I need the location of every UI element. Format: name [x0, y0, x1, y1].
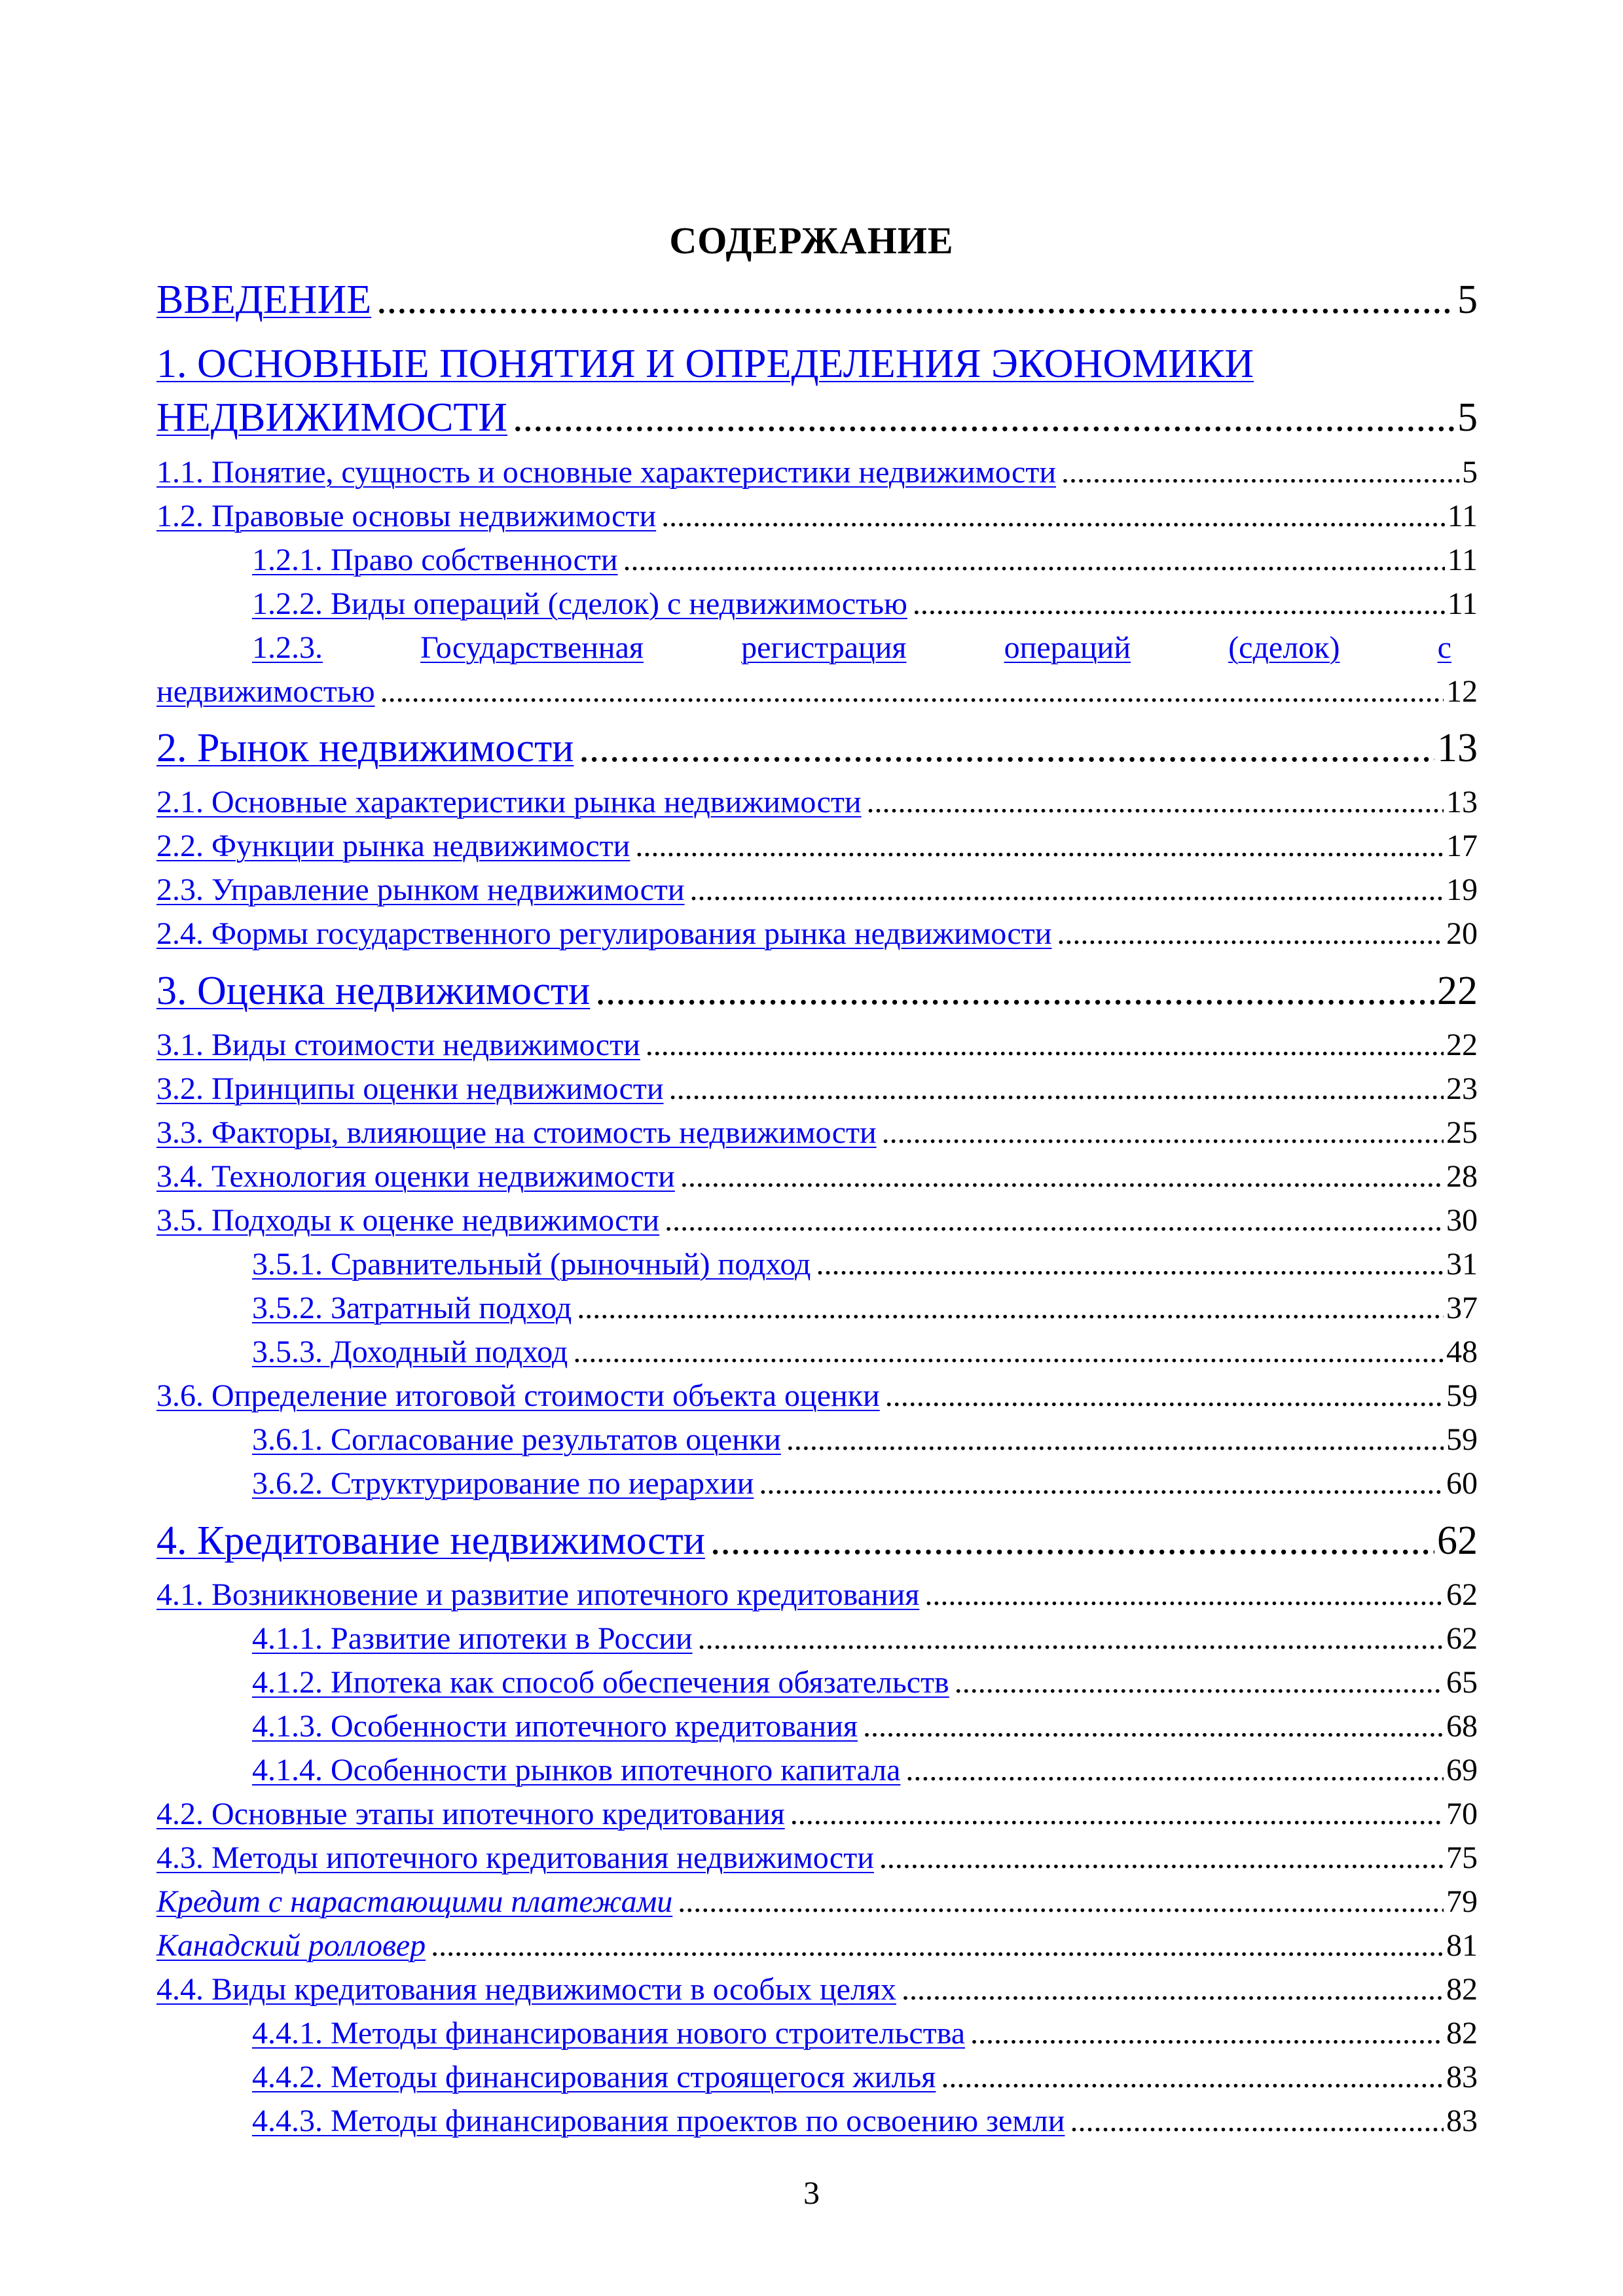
- toc-entry-1-2-2[interactable]: [156, 583, 1478, 625]
- toc-link[interactable]: 1.2. Правовые основы недвижимости: [156, 499, 657, 533]
- dot-leader: [710, 1515, 1434, 1567]
- page-ref: 37: [1446, 1291, 1478, 1325]
- dot-leader: [759, 1463, 1444, 1505]
- toc-entry-1-2-3[interactable]: [252, 627, 1451, 669]
- page-ref: 13: [1437, 726, 1478, 770]
- dot-leader: [970, 2013, 1444, 2054]
- dot-leader: [902, 1969, 1444, 2011]
- page-ref: 68: [1446, 1709, 1478, 1744]
- page-ref: 31: [1446, 1247, 1478, 1282]
- dot-leader: [690, 869, 1444, 911]
- page-ref: 13: [1446, 785, 1478, 819]
- toc-link[interactable]: 4.3. Методы ипотечного кредитования недвижимости: [156, 1840, 874, 1875]
- dot-leader: [1061, 452, 1459, 493]
- dot-leader: [635, 825, 1444, 867]
- dot-leader: [669, 1068, 1444, 1110]
- toc-link[interactable]: 3.4. Технология оценки недвижимости: [156, 1159, 675, 1194]
- toc-entry-2-2[interactable]: [156, 825, 1478, 867]
- toc-entry-3-5-3[interactable]: [156, 1331, 1478, 1373]
- toc-entry-2-1[interactable]: [156, 781, 1478, 823]
- page-ref: 5: [1462, 455, 1478, 490]
- toc-link-word[interactable]: операций: [1004, 630, 1131, 665]
- toc-link[interactable]: 3.6. Определение итоговой стоимости объекта оценки: [156, 1378, 880, 1413]
- page-ref: 59: [1446, 1378, 1478, 1413]
- page-ref: 11: [1447, 586, 1478, 621]
- page-ref: 5: [1457, 278, 1478, 322]
- toc-link[interactable]: 4.4.1. Методы финансирования нового строительства: [252, 2016, 966, 2051]
- toc-link[interactable]: 1.2.2. Виды операций (сделок) с недвижимостью: [252, 586, 907, 621]
- page-title: СОДЕРЖАНИЕ: [669, 219, 954, 262]
- toc-entry-chapter-3[interactable]: [156, 965, 1478, 1017]
- toc-link[interactable]: 4.1.3. Особенности ипотечного кредитования: [252, 1709, 858, 1744]
- toc-entry-3-6[interactable]: [156, 1375, 1478, 1417]
- dot-leader: [863, 1706, 1444, 1748]
- toc-link[interactable]: 4.4.2. Методы финансирования строящегося жилья: [252, 2060, 936, 2094]
- toc-link[interactable]: 3.5.3. Доходный подход: [252, 1335, 568, 1369]
- toc-link[interactable]: 2. Рынок недвижимости: [156, 726, 574, 770]
- toc-entry-4-4-1[interactable]: [156, 2013, 1478, 2054]
- toc-link-word[interactable]: регистрация: [741, 630, 907, 665]
- page-ref: 22: [1437, 969, 1478, 1013]
- toc-link[interactable]: 2.1. Основные характеристики рынка недвижимости: [156, 785, 862, 819]
- dot-leader: [867, 781, 1444, 823]
- page-ref: 23: [1446, 1071, 1478, 1106]
- page-ref: 83: [1446, 2060, 1478, 2094]
- dot-leader: [380, 671, 1444, 713]
- page-ref: 25: [1446, 1115, 1478, 1150]
- toc-entry-3-6-1[interactable]: [156, 1419, 1478, 1461]
- toc-entry-canadian-rollover[interactable]: [156, 1925, 1478, 1967]
- toc-link[interactable]: 2.3. Управление рынком недвижимости: [156, 872, 685, 907]
- toc-link-line2[interactable]: НЕДВИЖИМОСТИ: [156, 395, 508, 440]
- toc-entry-3-6-2[interactable]: [156, 1463, 1478, 1505]
- toc-entry-3-2[interactable]: [156, 1068, 1478, 1110]
- dot-leader: [879, 1837, 1444, 1879]
- dot-leader: [680, 1156, 1444, 1198]
- dot-leader: [513, 391, 1455, 444]
- page-ref: 17: [1446, 829, 1478, 863]
- dot-leader: [905, 1749, 1444, 1791]
- toc-link[interactable]: 1.2.1. Право собственности: [252, 543, 618, 577]
- toc-entry-4-3[interactable]: [156, 1837, 1478, 1879]
- toc-entry-4-1-4[interactable]: [156, 1749, 1478, 1791]
- toc-link[interactable]: 4.1.2. Ипотека как способ обеспечения обязательств: [252, 1665, 949, 1700]
- dot-leader: [646, 1024, 1444, 1066]
- page-ref: 75: [1446, 1840, 1478, 1875]
- dot-leader: [661, 495, 1445, 537]
- toc-entry-2-3[interactable]: [156, 869, 1478, 911]
- dot-leader: [376, 274, 1455, 326]
- toc-link-word[interactable]: Государственная: [420, 630, 644, 665]
- page-ref: 11: [1447, 499, 1478, 533]
- dot-leader: [573, 1331, 1444, 1373]
- toc-entry-chapter-1-cont[interactable]: [156, 391, 1478, 444]
- toc-entry-4-2[interactable]: [156, 1793, 1478, 1835]
- toc-entry-3-1[interactable]: [156, 1024, 1478, 1066]
- page-ref: 69: [1446, 1753, 1478, 1787]
- toc-entry-4-1-1[interactable]: [156, 1618, 1478, 1660]
- dot-leader: [955, 1662, 1444, 1704]
- page-ref: 62: [1437, 1518, 1478, 1563]
- dot-leader: [698, 1618, 1444, 1660]
- dot-leader: [816, 1244, 1444, 1285]
- toc-link-word[interactable]: (сделок): [1228, 630, 1340, 665]
- toc-entry-3-5-1[interactable]: [156, 1244, 1478, 1285]
- dot-leader: [577, 1287, 1444, 1329]
- toc-link[interactable]: 3.5.2. Затратный подход: [252, 1291, 572, 1325]
- page-ref: 22: [1446, 1028, 1478, 1062]
- page-ref: 5: [1457, 395, 1478, 440]
- toc-entry-chapter-1[interactable]: [156, 338, 1478, 390]
- toc-link-line2[interactable]: недвижимостью: [156, 674, 375, 709]
- toc-link[interactable]: 3.2. Принципы оценки недвижимости: [156, 1071, 664, 1106]
- page-ref: 82: [1446, 1972, 1478, 2007]
- toc-link[interactable]: 3.6.2. Структурирование по иерархии: [252, 1466, 754, 1501]
- toc-entry-1-2[interactable]: [156, 495, 1478, 537]
- dot-leader: [913, 583, 1445, 625]
- toc-entry-4-4-3[interactable]: [156, 2100, 1478, 2142]
- toc-link[interactable]: 4.1. Возникновение и развитие ипотечного кредитования: [156, 1577, 920, 1612]
- toc-link[interactable]: ВВЕДЕНИЕ: [156, 278, 372, 322]
- dot-leader: [623, 539, 1445, 581]
- page-ref: 79: [1446, 1884, 1478, 1919]
- page-ref: 30: [1446, 1203, 1478, 1238]
- toc-link[interactable]: 4.4.3. Методы финансирования проектов по освоению земли: [252, 2104, 1065, 2138]
- page-ref: 82: [1446, 2016, 1478, 2051]
- toc-entry-chapter-4[interactable]: [156, 1515, 1478, 1567]
- page-ref: 59: [1446, 1422, 1478, 1457]
- toc-entry-4-1-3[interactable]: [156, 1706, 1478, 1748]
- page-ref: 28: [1446, 1159, 1478, 1194]
- dot-leader: [885, 1375, 1444, 1417]
- toc-entry-4-4[interactable]: [156, 1969, 1478, 2011]
- toc-entry-3-4[interactable]: [156, 1156, 1478, 1198]
- page-ref: 83: [1446, 2104, 1478, 2138]
- toc-link-line1[interactable]: 1. ОСНОВНЫЕ ПОНЯТИЯ И ОПРЕДЕЛЕНИЯ ЭКОНОМИКИ: [156, 342, 1254, 386]
- dot-leader: [431, 1925, 1444, 1967]
- toc-link[interactable]: Кредит с нарастающими платежами: [156, 1884, 673, 1919]
- dot-leader: [924, 1574, 1444, 1616]
- page-number: 3: [803, 2174, 820, 2211]
- toc-link-word[interactable]: 1.2.3.: [252, 630, 323, 665]
- toc-link[interactable]: 2.4. Формы государственного регулирования рынка недвижимости: [156, 916, 1052, 951]
- toc-link[interactable]: 3. Оценка недвижимости: [156, 969, 591, 1013]
- page-ref: 48: [1446, 1335, 1478, 1369]
- toc-entry-4-1-2[interactable]: [156, 1662, 1478, 1704]
- page-ref: 20: [1446, 916, 1478, 951]
- page-ref: 62: [1446, 1621, 1478, 1656]
- page-ref: 70: [1446, 1797, 1478, 1831]
- toc-entry-3-3[interactable]: [156, 1112, 1478, 1154]
- toc-link[interactable]: Канадский ролловер: [156, 1928, 426, 1963]
- toc-link[interactable]: 4.1.1. Развитие ипотеки в России: [252, 1621, 693, 1656]
- toc-entry-chapter-2[interactable]: [156, 722, 1478, 774]
- toc-link[interactable]: 3.5. Подходы к оценке недвижимости: [156, 1203, 660, 1238]
- toc-entry-3-5[interactable]: [156, 1200, 1478, 1242]
- page-ref: 60: [1446, 1466, 1478, 1501]
- page-ref: 11: [1447, 543, 1478, 577]
- page-ref: 81: [1446, 1928, 1478, 1963]
- dot-leader: [790, 1793, 1444, 1835]
- dot-leader: [665, 1200, 1444, 1242]
- toc-link[interactable]: 4.4. Виды кредитования недвижимости в особых целях: [156, 1972, 896, 2007]
- toc-entry-1-2-1[interactable]: [156, 539, 1478, 581]
- dot-leader: [786, 1419, 1444, 1461]
- dot-leader: [1057, 913, 1444, 955]
- toc-entry-introduction[interactable]: [156, 274, 1478, 326]
- toc-link[interactable]: 2.2. Функции рынка недвижимости: [156, 829, 630, 863]
- dot-leader: [579, 722, 1434, 774]
- dot-leader: [678, 1881, 1444, 1923]
- page-ref: 65: [1446, 1665, 1478, 1700]
- toc-entry-1-2-3-cont[interactable]: [156, 671, 1478, 713]
- toc-entry-3-5-2[interactable]: [156, 1287, 1478, 1329]
- toc-link-word[interactable]: с: [1437, 630, 1451, 665]
- toc-entry-credit-growing-payments[interactable]: [156, 1881, 1478, 1923]
- toc-entry-1-1[interactable]: [156, 452, 1478, 493]
- page-ref: 19: [1446, 872, 1478, 907]
- toc-link[interactable]: 3.5.1. Сравнительный (рыночный) подход: [252, 1247, 811, 1282]
- page-ref: 12: [1446, 674, 1478, 709]
- toc-link[interactable]: 4.2. Основные этапы ипотечного кредитования: [156, 1797, 785, 1831]
- toc-link[interactable]: 3.1. Виды стоимости недвижимости: [156, 1028, 640, 1062]
- toc-link[interactable]: 4.1.4. Особенности рынков ипотечного капитала: [252, 1753, 901, 1787]
- dot-leader: [595, 965, 1434, 1017]
- toc-link[interactable]: 3.6.1. Согласование результатов оценки: [252, 1422, 781, 1457]
- page-ref: 62: [1446, 1577, 1478, 1612]
- toc-link[interactable]: 4. Кредитование недвижимости: [156, 1518, 705, 1563]
- dot-leader: [941, 2056, 1444, 2098]
- toc-link[interactable]: 1.1. Понятие, сущность и основные характеристики недвижимости: [156, 455, 1056, 490]
- dot-leader: [1070, 2100, 1444, 2142]
- toc-entry-4-1[interactable]: [156, 1574, 1478, 1616]
- toc-entry-2-4[interactable]: [156, 913, 1478, 955]
- dot-leader: [882, 1112, 1444, 1154]
- toc-entry-4-4-2[interactable]: [156, 2056, 1478, 2098]
- toc-link[interactable]: 3.3. Факторы, влияющие на стоимость недвижимости: [156, 1115, 877, 1150]
